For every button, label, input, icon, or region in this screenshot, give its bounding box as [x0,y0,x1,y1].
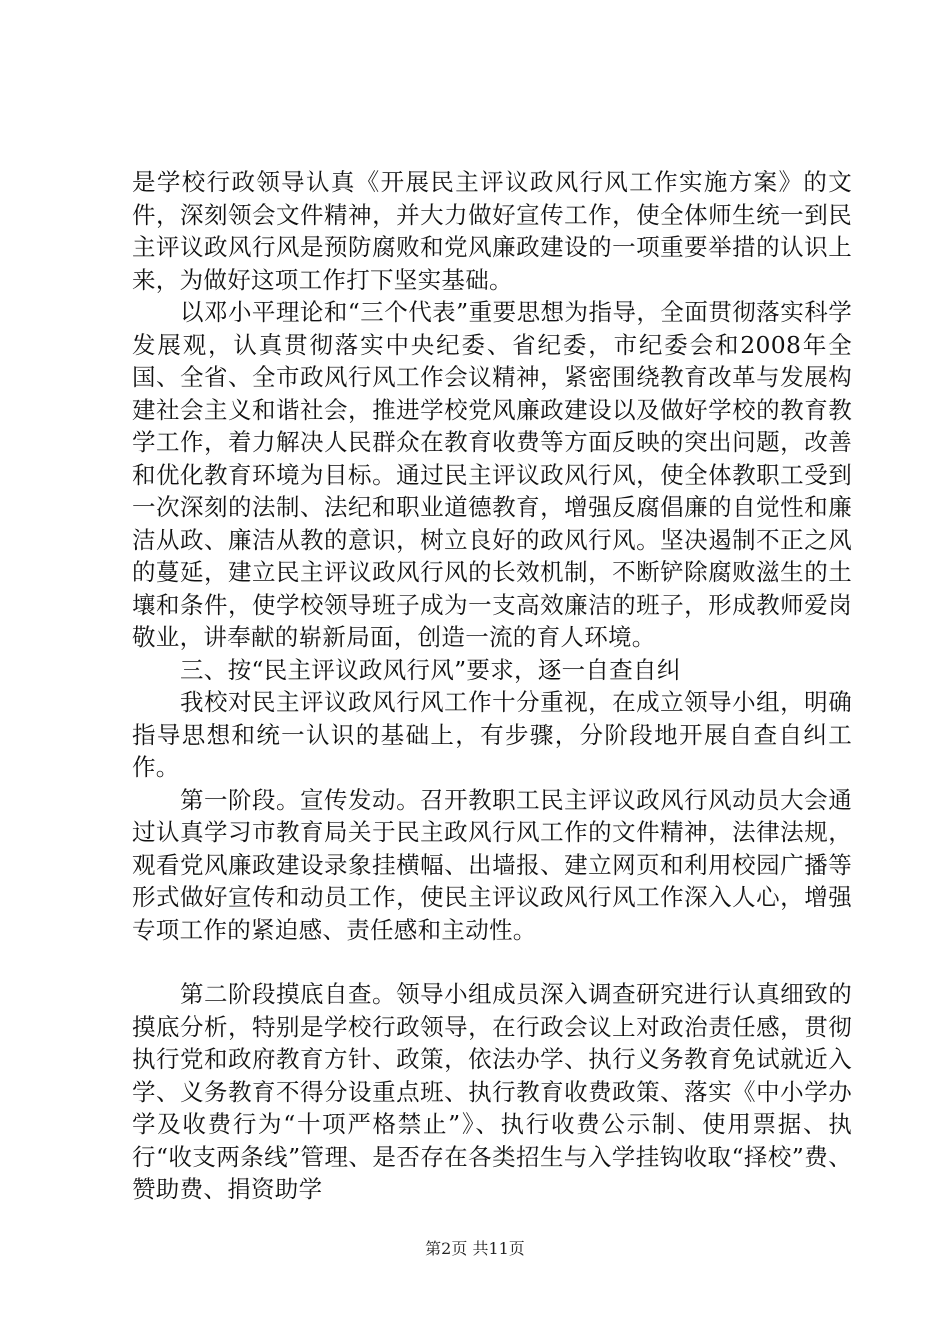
paragraph-6: 第二阶段摸底自查。领导小组成员深入调查研究进行认真细致的摸底分析，特别是学校行政领导，在行政会议上对政治责任感，贯彻执行党和政府教育方针、政策，依法办学、执行义务教育免试就近入学、义务教育不得分设重点班、执行教育收费政策、落实《中小学办学及收费行为“十项严格禁止”》、执行收费公示制、使用票据、执行“收支两条线”管理、是否存在各类招生与入学挂钩收取“择校”费、赞助费、捐资助学 [132,980,852,1203]
paragraph-5: 第一阶段。宣传发动。召开教职工民主评议政风行风动员大会通过认真学习市教育局关于民主政风行风工作的文件精神，法律法规，观看党风廉政建设录象挂横幅、出墙报、建立网页和利用校园广播等形式做好宣传和动员工作，使民主评议政风行风工作深入人心，增强专项工作的紧迫感、责任感和主动性。 [132,785,852,944]
paragraph-1: 是学校行政领导认真《开展民主评议政风行风工作实施方案》的文件，深刻领会文件精神，并大力做好宣传工作，使全体师生统一到民主评议政风行风是预防腐败和党风廉政建设的一项重要举措的认识上来，为做好这项工作打下坚实基础。 [132,168,852,294]
paragraph-2: 以邓小平理论和“三个代表”重要思想为指导，全面贯彻落实科学发展观，认真贯彻落实中央纪委、省纪委，市纪委会和2008年全国、全省、全市政风行风工作会议精神，紧密围绕教育改革与发展构建社会主义和谐社会，推进学校党风廉政建设以及做好学校的教育教学工作，着力解决人民群众在教育收费等方面反映的突出问题，改善和优化教育环境为目标。通过民主评议政风行风，使全体教职工受到一次深刻的法制、法纪和职业道德教育，增强反腐倡廉的自觉性和廉洁从政、廉洁从教的意识，树立良好的政风行风。坚决遏制不正之风的蔓延，建立民主评议政风行风的长效机制，不断铲除腐败滋生的土壤和条件，使学校领导班子成为一支高效廉洁的班子，形成教师爱岗敬业，讲奉献的崭新局面，创造一流的育人环境。 [132,298,852,651]
section-heading-3: 三、按“民主评议政风行风”要求，逐一自查自纠 [180,655,681,684]
paragraph-4: 我校对民主评议政风行风工作十分重视，在成立领导小组，明确指导思想和统一认识的基础上，有步骤，分阶段地开展自查自纠工作。 [132,688,852,781]
document-body [132,166,852,1206]
page-footer: 第2页 共11页 [425,1239,525,1258]
